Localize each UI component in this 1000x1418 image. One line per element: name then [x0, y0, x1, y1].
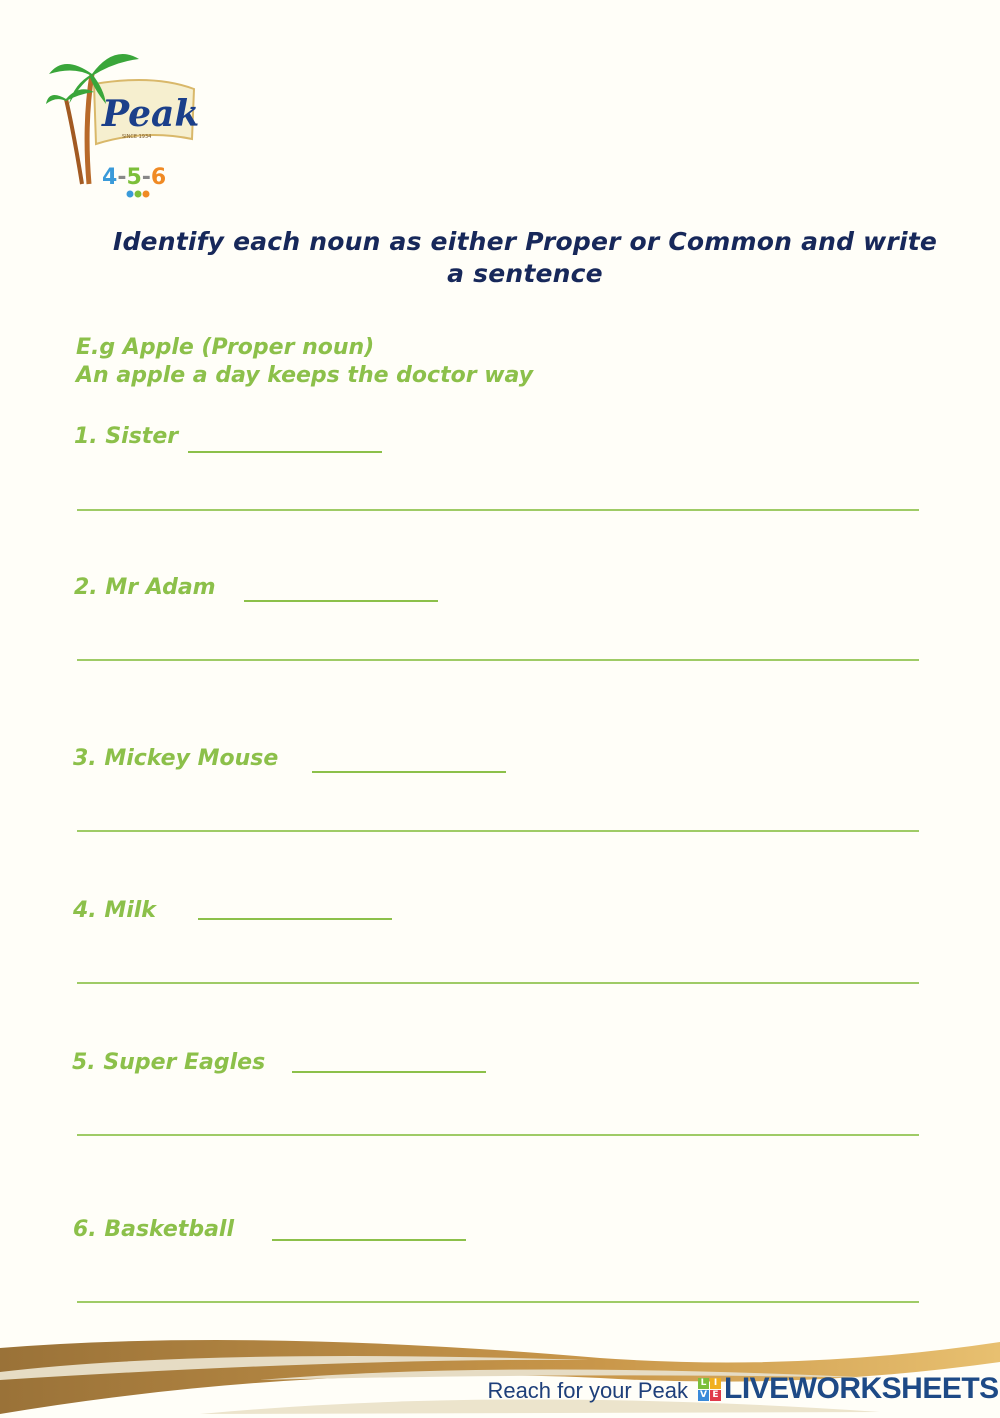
liveworksheets-logo-icon: L I V E	[698, 1378, 721, 1401]
item-label: 6. Basketball	[73, 1217, 234, 1242]
svg-text:4-5-6: 4-5-6	[102, 165, 167, 190]
noun-type-answer-line[interactable]	[292, 1071, 486, 1073]
noun-type-answer-line[interactable]	[188, 451, 382, 453]
sentence-answer-line[interactable]	[77, 982, 919, 984]
item-label: 3. Mickey Mouse	[73, 746, 279, 771]
sentence-answer-line[interactable]	[77, 1301, 919, 1303]
item-label: 2. Mr Adam	[74, 575, 216, 600]
svg-text:SINCE 1934: SINCE 1934	[122, 134, 152, 140]
noun-type-answer-line[interactable]	[198, 918, 392, 920]
svg-text:Peak: Peak	[102, 93, 200, 135]
noun-type-answer-line[interactable]	[312, 771, 506, 773]
sentence-answer-line[interactable]	[77, 830, 919, 832]
peak-logo	[44, 44, 204, 204]
footer-slogan: Reach for your Peak	[487, 1378, 688, 1403]
sentence-answer-line[interactable]	[77, 509, 919, 511]
example	[76, 334, 533, 390]
item-label: 4. Milk	[73, 898, 156, 923]
sentence-answer-line[interactable]	[77, 659, 919, 661]
noun-type-answer-line[interactable]	[244, 600, 438, 602]
item-label: 5. Super Eagles	[72, 1050, 266, 1075]
example-sentence: An apple a day keeps the doctor way	[76, 363, 534, 388]
sentence-answer-line[interactable]	[77, 1134, 919, 1136]
noun-type-answer-line[interactable]	[272, 1239, 466, 1241]
liveworksheets-watermark	[698, 1374, 999, 1404]
item-label: 1. Sister	[74, 424, 179, 449]
watermark-text: LIVEWORKSHEETS	[724, 1372, 999, 1405]
worksheet-title: Identify each noun as either Proper or Common and write a sentence	[112, 227, 938, 288]
example-noun: E.g Apple (Proper noun)	[76, 335, 375, 360]
